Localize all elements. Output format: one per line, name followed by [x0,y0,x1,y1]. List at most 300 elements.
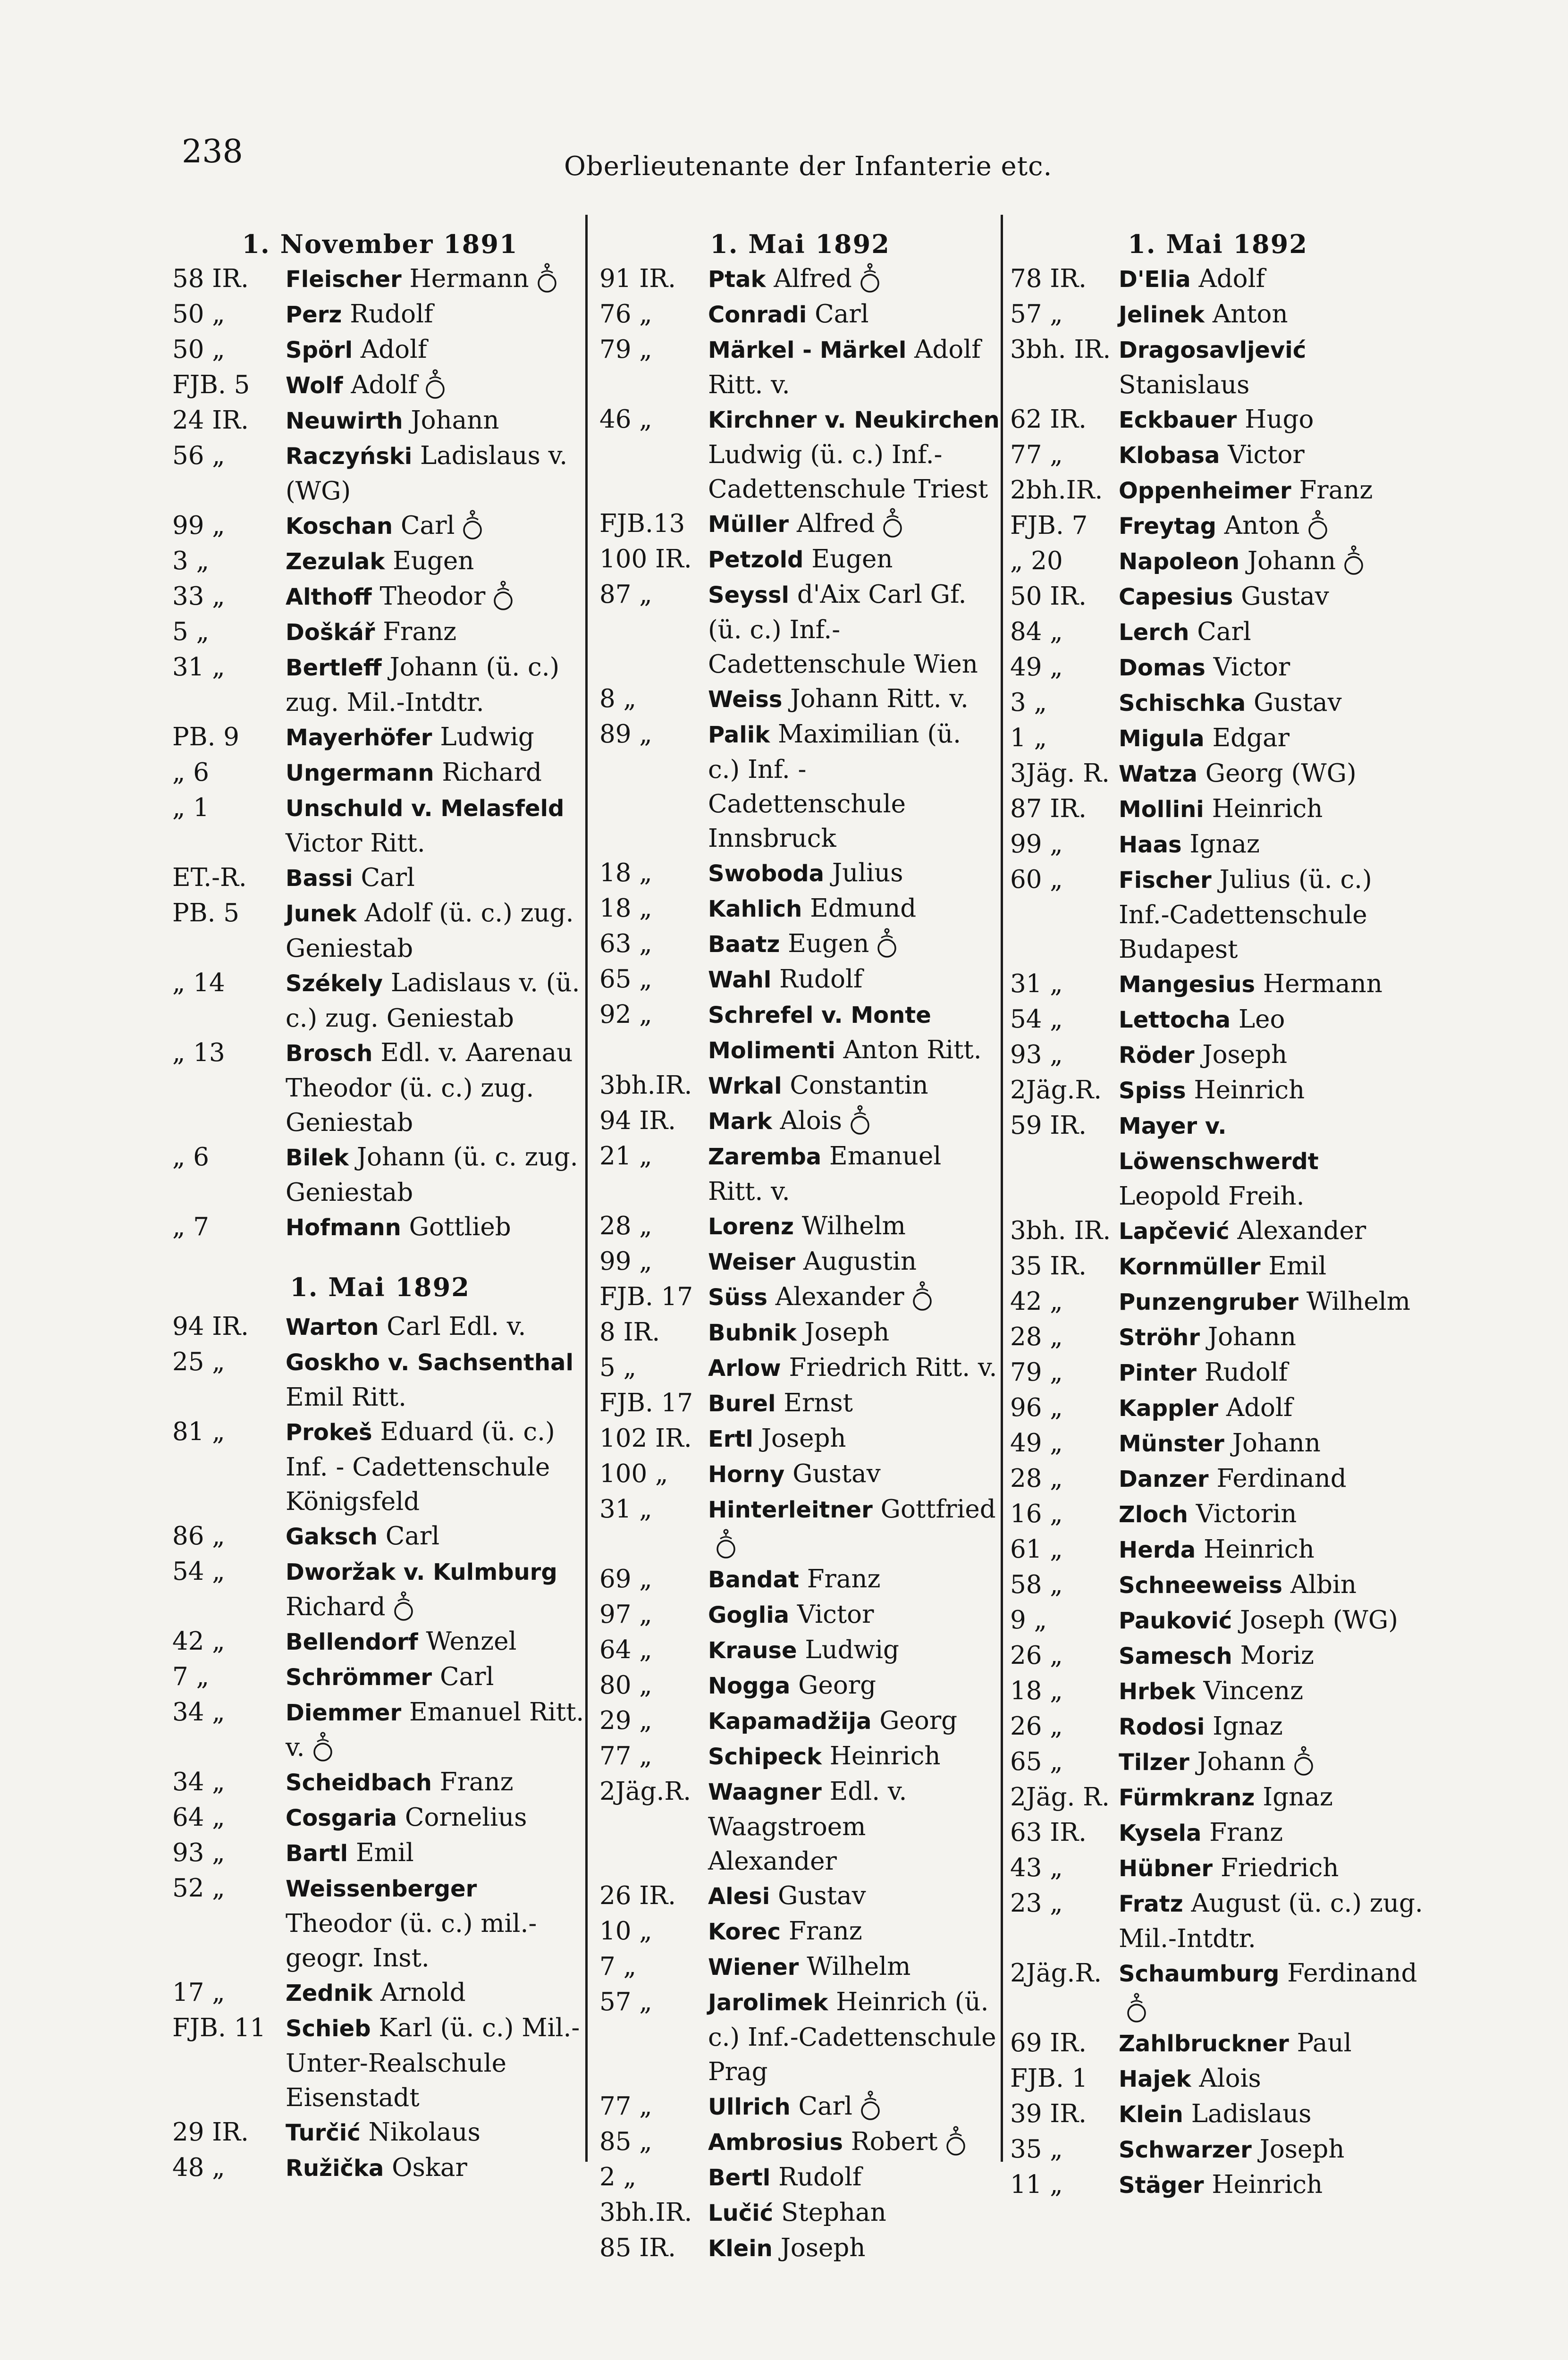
unit-reference: 28 „ [599,1212,652,1240]
entry-text [1119,1214,1425,1249]
list-entry [599,962,1001,997]
unit-reference: 87 „ [599,580,652,609]
unit-reference: 63 „ [599,929,652,958]
entry-text [708,1668,1001,1703]
unit-reference: 17 „ [172,1978,225,2007]
entry-text [708,927,1001,962]
given-name-details: Ignaz [1213,1712,1283,1741]
entry-text [708,261,1001,297]
unit-reference: 58 IR. [172,264,249,293]
given-name-details: Emil Ritt. [286,1383,406,1412]
entry-text [1119,967,1425,1002]
section-heading: 1. Mai 1892 [710,229,890,259]
given-name-details: Johann [411,406,499,435]
unit-reference: 2 „ [599,2163,637,2191]
list-entry [1010,402,1425,438]
given-name-details: Joseph [761,1424,846,1453]
entry-text [286,2115,588,2150]
unit-reference: 58 „ [1010,1570,1063,1599]
given-name-details: Heinrich [1194,1076,1305,1104]
unit-reference: „ 7 [172,1213,210,1241]
surname: Zezulak [286,548,385,575]
given-name-details: Heinrich [1212,794,1323,823]
unit-reference: 18 „ [1010,1677,1063,1705]
entry-text [708,1280,1001,1315]
entry-text [286,1554,588,1624]
given-name-details: Gustav [792,1459,881,1488]
given-name-details: Carl Edl. v. [387,1312,526,1341]
entry-text [1119,1461,1425,1497]
given-name-details: Joseph [780,2234,866,2262]
surname: Scheidbach [286,1770,432,1796]
entry-text [1119,1815,1425,1851]
entry-text [286,508,588,544]
unit-reference: 49 „ [1010,1429,1063,1458]
given-name-details: Maximilian (ü. c.) Inf. - Cadettenschule Innsbruck [708,720,961,853]
list-entry [172,508,588,544]
column-2 [599,227,1001,2266]
unit-reference: FJB. 11 [172,2014,266,2042]
unit-reference: 8 „ [599,684,637,713]
entry-text [1119,792,1425,827]
unit-reference: 25 „ [172,1348,225,1376]
given-name-details: Gustav [1254,688,1342,717]
unit-reference: 26 IR. [599,1881,676,1910]
list-entry [172,966,588,1036]
list-entry [1010,1249,1425,1284]
given-name-details: Leopold Freih. [1119,1182,1305,1211]
unit-reference: 3bh. IR. [1010,1216,1111,1245]
surname: Ertl [708,1426,753,1452]
unit-reference: 21 „ [599,1142,652,1171]
list-entry [1010,1674,1425,1709]
entry-text [286,791,588,860]
unit-reference: 52 „ [172,1874,225,1903]
given-name-details: Edgar [1212,724,1290,752]
given-name-details: Johann [1197,1747,1286,1776]
unit-reference: 3 „ [172,547,210,575]
given-name-details: Franz [439,1768,514,1796]
given-name-details: Carl [361,863,415,892]
entry-text [1119,297,1425,332]
given-name-details: Ladislaus v. (WG) [286,441,568,506]
given-name-details: Constantin [790,1071,928,1100]
unit-reference: 81 „ [172,1417,225,1446]
column-rule-right [1001,215,1003,2162]
surname: Fleischer [286,266,402,293]
given-name-details: Julius (ü. c.) Inf.-Cadettenschule Budapest [1119,865,1372,964]
order-decoration-icon [462,509,483,541]
list-entry [172,791,588,860]
surname: Watza [1119,761,1197,787]
list-entry [172,650,588,720]
unit-reference: 99 „ [599,1247,652,1276]
surname: Bellendorf [286,1629,418,1655]
list-entry [1010,1108,1425,1214]
surname: Wolf [286,372,343,399]
list-entry [1010,721,1425,756]
unit-reference: 33 „ [172,582,225,611]
surname: Ströhr [1119,1324,1200,1351]
surname: Klobasa [1119,442,1220,469]
decoration-icon [860,262,880,295]
entry-text [286,1415,588,1519]
list-entry [172,1836,588,1871]
surname: Mayer v. Löwenschwerdt [1119,1113,1319,1175]
given-name-details: Heinrich [1204,1535,1315,1564]
surname: Krause [708,1637,797,1664]
given-name-details: Joseph [804,1318,890,1347]
unit-reference: 92 „ [599,1000,652,1029]
unit-reference: 18 „ [599,859,652,887]
list-entry [599,1597,1001,1633]
entry-text [286,2011,588,2115]
given-name-details: Franz [807,1565,881,1593]
list-entry [172,579,588,615]
surname: Hinterleitner [708,1497,873,1523]
surname: Gaksch [286,1524,378,1550]
decoration-icon [1293,1745,1314,1778]
surname: Eckbauer [1119,407,1237,433]
unit-reference: 35 IR. [1010,1252,1087,1281]
unit-reference: 99 „ [172,511,225,540]
entry-text [1119,615,1425,650]
given-name-details: Wilhelm [801,1212,906,1240]
list-entry [172,1140,588,1210]
list-entry [1010,1320,1425,1355]
list-entry [1010,1214,1425,1249]
unit-reference: 23 „ [1010,1889,1063,1918]
entry-text [1119,402,1425,438]
surname: Stäger [1119,2172,1204,2199]
surname: Wiener [708,1954,799,1981]
surname: Koschan [286,513,393,539]
list-entry [172,720,588,755]
given-name-details: Rudolf [1204,1358,1288,1387]
given-name-details: Eugen [811,545,893,573]
given-name-details: Edmund [810,894,917,923]
unit-reference: 26 „ [1010,1712,1063,1741]
entry-text [708,1139,1001,1209]
list-entry [172,615,588,650]
surname: Klein [708,2235,773,2262]
surname: Punzengruber [1119,1289,1298,1315]
unit-reference: 57 „ [1010,300,1063,329]
list-entry [1010,2167,1425,2203]
entry-text [1119,438,1425,473]
surname: Weissenberger [286,1876,477,1902]
list-entry [1010,1745,1425,1780]
surname: Schaumburg [1119,1961,1280,1987]
surname: Goglia [708,1602,790,1628]
entry-text [1119,544,1425,579]
entry-text [1119,1851,1425,1886]
given-name-details: Emanuel Ritt. v. [708,1142,942,1206]
order-decoration-icon [716,1528,736,1560]
order-decoration-icon [1126,1992,1147,2024]
list-entry [1010,579,1425,615]
entry-text [1119,1037,1425,1073]
given-name-details: Alois [780,1106,842,1135]
unit-reference: 24 IR. [172,406,249,435]
unit-reference: 79 „ [599,335,652,364]
given-name-details: Alexander [775,1282,904,1311]
entry-text [1119,1320,1425,1355]
list-entry [1010,1497,1425,1532]
unit-reference: 26 „ [1010,1641,1063,1670]
surname: Dworžak v. Kulmburg [286,1559,557,1585]
surname: Hajek [1119,2066,1191,2092]
list-entry [1010,1815,1425,1851]
surname: Lettocha [1119,1007,1231,1033]
given-name-details: Franz [1209,1818,1283,1847]
decoration-icon [1307,509,1328,541]
given-name-details: Franz [1299,476,1373,505]
entry-text [708,1492,1001,1562]
surname: Palik [708,722,770,748]
entry-text [1119,1886,1425,1956]
entry-text [1119,2167,1425,2203]
unit-reference: 77 „ [599,2092,652,2121]
surname: Spiss [1119,1078,1186,1104]
list-entry [599,297,1001,332]
unit-reference: FJB.13 [599,509,685,538]
list-entry [1010,438,1425,473]
entry-text [708,1104,1001,1139]
decoration-icon [493,580,514,612]
given-name-details: Alexander [1237,1216,1366,1245]
unit-reference: 84 „ [1010,617,1063,646]
surname: Bandat [708,1567,799,1593]
entry-text [1119,508,1425,544]
page-number: 238 [182,133,243,170]
entry-text [286,1975,588,2011]
column-3 [1010,227,1425,2203]
list-entry [599,506,1001,542]
surname: Nogga [708,1673,791,1699]
surname: Tilzer [1119,1749,1189,1776]
given-name-details: Johann Ritt. v. [790,684,969,713]
decoration-icon [312,1731,333,1763]
list-entry [599,1879,1001,1914]
unit-reference: „ 1 [172,793,210,822]
entry-text [708,1703,1001,1739]
decoration-icon [882,507,903,539]
unit-reference: 94 IR. [599,1106,676,1135]
entry-text [708,332,1001,402]
surname: Lerch [1119,619,1189,646]
list-entry [599,2231,1001,2266]
unit-reference: 11 „ [1010,2170,1063,2199]
surname: Fürmkranz [1119,1785,1255,1811]
surname: Kornmüller [1119,1254,1261,1280]
unit-reference: 3bh.IR. [599,1071,692,1100]
entry-text [1119,1284,1425,1320]
order-decoration-icon [912,1281,933,1313]
given-name-details: Victor [797,1600,874,1629]
surname: Klein [1119,2101,1183,2128]
order-decoration-icon [312,1731,333,1763]
unit-reference: ET.-R. [172,863,247,892]
given-name-details: Ignaz [1189,830,1260,859]
unit-reference: 8 IR. [599,1318,660,1347]
given-name-details: Friedrich [1220,1854,1339,1882]
unit-reference: 94 IR. [172,1312,249,1341]
list-entry [1010,967,1425,1002]
order-decoration-icon [1293,1745,1314,1778]
surname: Perz [286,302,342,328]
list-entry [172,755,588,791]
list-entry [172,332,588,368]
given-name-details: Adolf [1226,1393,1293,1422]
list-entry [599,1209,1001,1244]
given-name-details: Carl [385,1522,440,1551]
given-name-details: Theodor [379,582,486,611]
given-name-details: Johann (ü. c. zug. Geniestab [286,1143,578,1207]
list-entry [599,1457,1001,1492]
given-name-details: Eugen [393,547,474,575]
entry-text [286,650,588,720]
list-entry [172,368,588,403]
unit-reference: 7 „ [172,1662,210,1691]
surname: Jelinek [1119,302,1205,328]
surname: Ullrich [708,2094,791,2120]
unit-reference: 100 „ [599,1459,668,1488]
unit-reference: 64 „ [599,1635,652,1664]
list-entry [1010,1391,1425,1426]
given-name-details: Ferdinand [1287,1959,1417,1988]
given-name-details: Richard [442,758,542,787]
entry-text [286,966,588,1036]
list-entry [599,1244,1001,1280]
list-entry [172,2011,588,2115]
surname: Pinter [1119,1360,1197,1386]
given-name-details: Alfred [774,264,852,293]
given-name-details: Wenzel [426,1627,517,1656]
list-entry [599,1739,1001,1774]
entry-text [708,577,1001,682]
list-entry [599,1315,1001,1350]
entry-text [708,2195,1001,2231]
given-name-details: Karl (ü. c.) Mil.-Unter-Realschule Eisenstadt [286,2014,580,2112]
given-name-details: Gustav [1241,582,1329,611]
given-name-details: Johann [1232,1429,1321,1458]
surname: Turčić [286,2120,361,2146]
list-entry [1010,473,1425,508]
entry-text [286,1210,588,1245]
unit-reference: 99 „ [1010,830,1063,859]
given-name-details: Rudolf [350,300,433,329]
given-name-details: Anton [1212,300,1288,329]
given-name-details: Anton [1224,511,1300,540]
decoration-icon [850,1104,870,1137]
entry-text [708,1244,1001,1280]
list-entry [172,1975,588,2011]
entry-text [1119,1249,1425,1284]
given-name-details: Georg [798,1671,876,1700]
given-name-details: Ignaz [1263,1783,1333,1812]
list-entry [172,860,588,896]
surname: Zednik [286,1980,373,2006]
unit-reference: PB. 9 [172,723,240,751]
list-entry [1010,1568,1425,1603]
entry-text [1119,2132,1425,2167]
surname: Lapčević [1119,1218,1230,1245]
entry-text [708,2089,1001,2124]
unit-reference: 49 „ [1010,653,1063,682]
running-title: Oberlieutenante der Infanterie etc. [564,151,1053,182]
decoration-icon [393,1591,414,1623]
list-entry [1010,1709,1425,1745]
unit-reference: 50 „ [172,335,225,364]
list-entry [599,1668,1001,1703]
surname: Spörl [286,337,353,363]
unit-reference: 39 IR. [1010,2099,1087,2128]
list-entry [599,1350,1001,1386]
unit-reference: 54 „ [172,1557,225,1586]
order-decoration-icon [537,262,557,295]
entry-text [708,997,1001,1068]
surname: Petzold [708,547,804,573]
list-entry [1010,1956,1425,2026]
list-entry [1010,2132,1425,2167]
entry-text [286,1309,588,1345]
unit-reference: „ 6 [172,758,210,787]
entry-text [708,1879,1001,1914]
list-entry [172,1871,588,1975]
unit-reference: 43 „ [1010,1854,1063,1882]
given-name-details: Eduard (ü. c.) Inf. - Cadettenschule Königsfeld [286,1417,555,1516]
entry-text [1119,827,1425,862]
unit-reference: 60 „ [1010,865,1063,894]
unit-reference: 34 „ [172,1698,225,1727]
given-name-details: Alfred [796,509,875,538]
entry-text [286,1836,588,1871]
entry-text [1119,756,1425,792]
surname: Bertl [708,2165,771,2191]
surname: Schischka [1119,690,1246,716]
entry-text [286,438,588,508]
decoration-icon [1126,1992,1147,2024]
surname: Weiss [708,686,783,713]
surname: Röder [1119,1042,1195,1069]
given-name-details: Theodor (ü. c.) mil.-geogr. Inst. [286,1909,537,1972]
order-decoration-icon [850,1104,870,1137]
list-entry [599,1421,1001,1457]
entry-text [1119,1674,1425,1709]
unit-reference: 85 IR. [599,2234,676,2262]
entry-text [286,1036,588,1140]
given-name-details: Robert [851,2127,938,2156]
entry-text [1119,721,1425,756]
surname: Dragosavljević [1119,337,1307,363]
decoration-icon [912,1281,933,1313]
surname: Ambrosius [708,2129,843,2156]
list-entry [1010,1886,1425,1956]
unit-reference: 80 „ [599,1671,652,1700]
surname: Jarolimek [708,1989,828,2016]
section-heading: 1. Mai 1892 [1128,229,1308,259]
surname: Korec [708,1919,781,1945]
order-decoration-icon [493,580,514,612]
given-name-details: Oskar [392,2153,467,2182]
list-entry [172,2150,588,2186]
list-entry [1010,1037,1425,1073]
entry-text [286,1800,588,1836]
entry-text [1119,685,1425,721]
entry-text [708,506,1001,542]
entry-text [1119,1709,1425,1745]
